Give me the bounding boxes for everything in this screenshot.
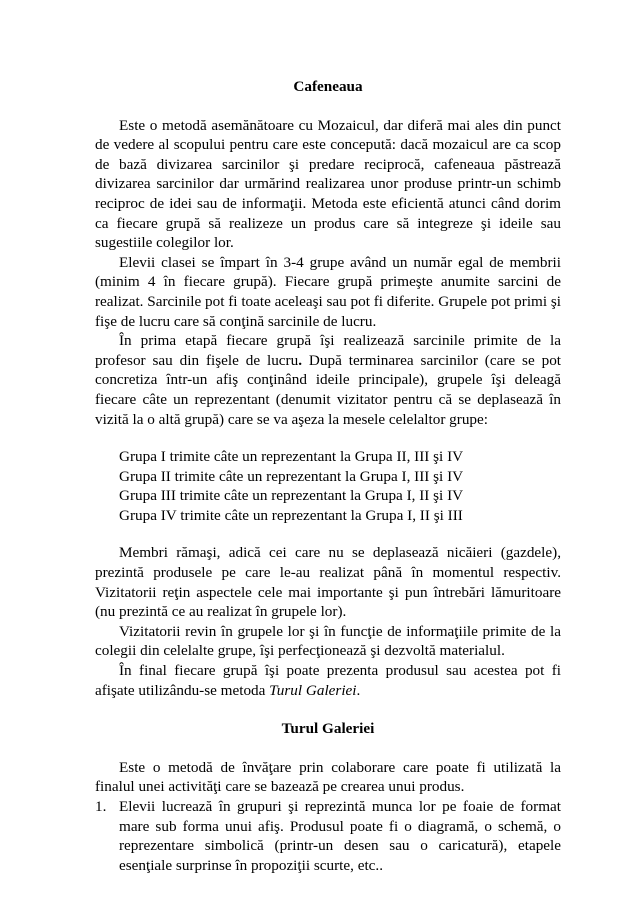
group-rotation-line: Grupa II trimite câte un reprezentant la Grupa I, III şi IV [119, 467, 464, 485]
paragraph-text: În final fiecare grupă îşi poate prezenta produsul sau acestea pot fi afişate utilizându-se metoda [95, 662, 561, 699]
paragraph: Elevii clasei se împart în 3-4 grupe având un număr egal de membrii (minim 4 în fiecare grupă). Fiecare grupă primeşte anumite sarcini de realizat. Sarcinile pot fi toate aceleaşi sau pot fi diferite. Grupele pot primi şi fişe de lucru care să conţină sarcinile de lucru. [95, 253, 561, 330]
paragraph [95, 661, 561, 700]
paragraph: Membri rămaşi, adică cei care nu se deplasează nicăieri (gazdele), prezintă produsele pe care le-au realizat până în momentul respectiv. Vizitatorii reţin aspectele cele mai importante şi pun întrebări lămuritoare (nu prezintă ce au realizat în grupele lor). [95, 544, 561, 621]
paragraph-text: . [356, 681, 361, 699]
paragraph: Este o metodă asemănătoare cu Mozaicul, dar diferă mai ales din punct de vedere al scopului pentru care este concepută: dacă mozaicul are ca scop de bază divizarea sarcinilor şi predare reciprocă, cafeneaua păstrează divizarea sarcinilor dar urmărind realizarea unor produse printr-un schimb reciproc de idei sau de informaţii. Metoda este eficientă atunci când dorim ca fiecare grupă să realizeze un produs care să integreze şi ideile sau sugestiile colegilor lor. [95, 116, 561, 252]
paragraph-text: După terminarea sarcinilor (care se pot concretiza într-un afiş conţinând ideile principale), grupele îşi deleagă fiecare câte un reprezentant (denumit vizitator pentru că se deplasează în vizită la o altă grupă) care se va aşeza la mesele celelaltor grupe: [95, 351, 562, 428]
group-rotation-line: Grupa I trimite câte un reprezentant la Grupa II, III şi IV [119, 448, 464, 466]
group-rotation-list [119, 447, 561, 525]
list-number: 1. [95, 798, 107, 815]
paragraph: Este o metodă de învăţare prin colaborare care poate fi utilizată la finalul unei activităţi care se bazează pe crearea unui produs. [95, 758, 561, 796]
numbered-list-item [95, 797, 561, 875]
section-title-turul-galeriei: Turul Galeriei [281, 720, 375, 738]
method-name: Turul Galeriei [269, 681, 357, 699]
paragraph [95, 331, 561, 429]
page-content [95, 77, 561, 875]
bold-period: . [298, 351, 303, 369]
list-item-text: Elevii lucrează în grupuri şi reprezintă munca lor pe foaie de format mare sub forma unui afiş. Produsul poate fi o diagramă, o schemă, o reprezentare simbolică (printr-un desen sau o caricatură), etapele esenţiale surprinse în propoziţii scurte, etc.. [119, 798, 561, 874]
group-rotation-line: Grupa IV trimite câte un reprezentant la Grupa I, II şi III [119, 506, 463, 524]
section-title-cafeneaua: Cafeneaua [293, 78, 363, 95]
paragraph: Vizitatorii revin în grupele lor şi în funcţie de informaţiile primite de la colegii din celelalte grupe, îşi perfecţionează şi dezvoltă materialul. [95, 622, 561, 660]
paragraph-text: În prima etapă fiecare grupă îşi realizează sarcinile primite de la profesor sau din fişele de lucru [95, 332, 561, 369]
group-rotation-line: Grupa III trimite câte un reprezentant la Grupa I, II şi IV [119, 487, 464, 505]
